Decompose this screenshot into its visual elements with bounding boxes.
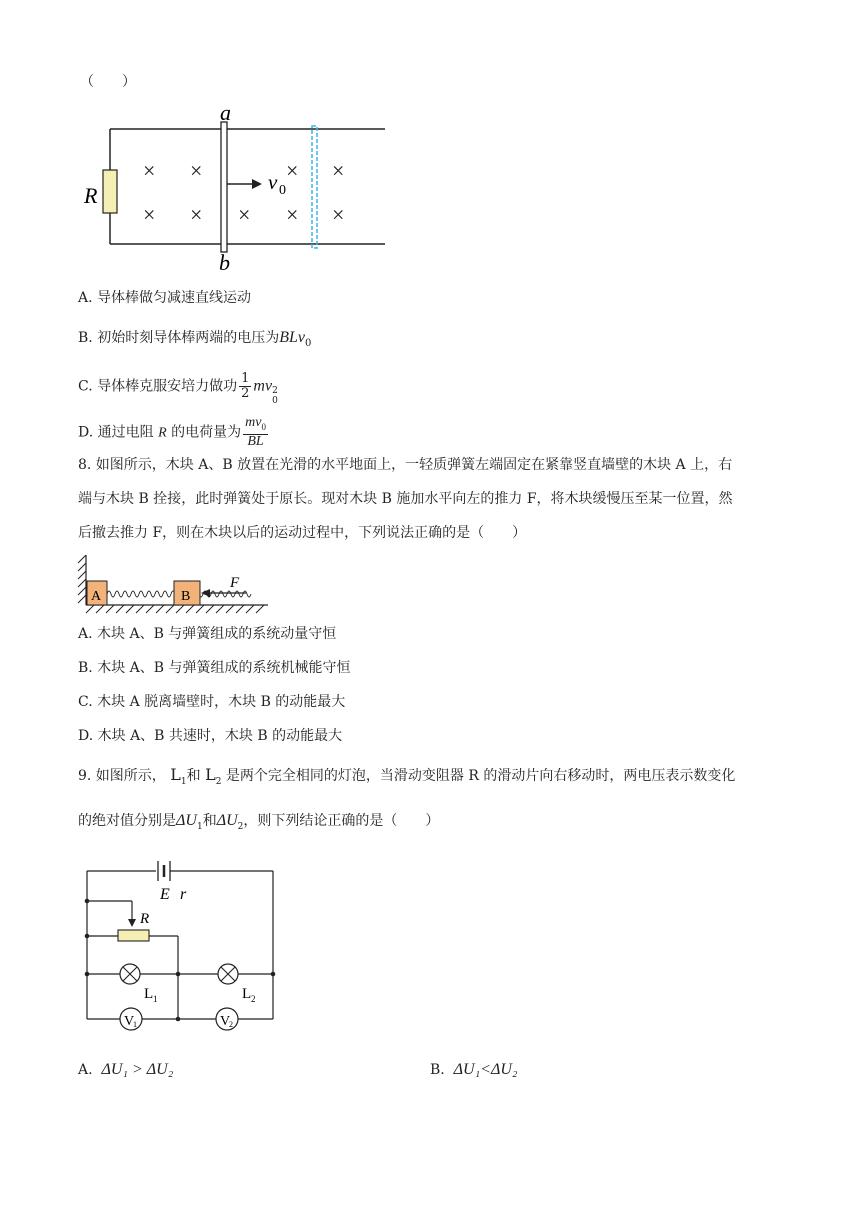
label-v0: v [268, 170, 278, 194]
svg-text:×: × [332, 202, 345, 227]
q9-option-b: B. ΔU₁<ΔU₂ [430, 1061, 518, 1078]
svg-text:×: × [286, 202, 299, 227]
rheostat-r [118, 930, 149, 941]
svg-text:V: V [220, 1014, 231, 1029]
svg-text:×: × [190, 158, 203, 183]
svg-text:1: 1 [133, 1020, 137, 1029]
svg-text:L: L [242, 986, 252, 1002]
magnetic-field-crosses [143, 158, 344, 227]
svg-text:×: × [143, 158, 156, 183]
svg-text:V: V [124, 1014, 135, 1029]
q7-option-a: A. 导体棒做匀减速直线运动 [78, 290, 252, 306]
svg-text:×: × [190, 202, 203, 227]
svg-text:2: 2 [251, 994, 256, 1004]
svg-text:E: E [160, 886, 170, 903]
svg-text:×: × [332, 158, 345, 183]
svg-text:×: × [286, 158, 299, 183]
q7-option-c: C. 导体棒克服安培力做功 $\frac{1}{2}$ mv 2 0 [78, 371, 278, 406]
svg-text:×: × [143, 202, 156, 227]
dashed-final-position [312, 126, 317, 248]
lamp-l2 [218, 964, 238, 984]
q8-option-d: D. 木块 A、B 共速时，木块 B 的动能最大 [78, 728, 343, 744]
svg-text:0: 0 [279, 183, 286, 198]
q8-spring-figure [70, 555, 280, 617]
q8-option-c: C. 木块 A 脱离墙壁时，木块 B 的动能最大 [78, 694, 346, 710]
q7-option-d: D. 通过电阻 R 的电荷量为 $\frac{mv_0}{BL}$ [78, 415, 266, 449]
q9-option-a: A. ΔU₁ > ΔU₂ [78, 1061, 174, 1078]
label-r: R [84, 183, 98, 208]
slider-arrow [128, 919, 136, 927]
label-a: a [220, 100, 231, 125]
q9-stem-line1: 9. 如图所示， $L_1$和 $L_2$ 是两个完全相同的灯泡，当滑动变阻器 R 的滑动片向右移动时，两电压表示数变化 [78, 765, 736, 787]
svg-text:1: 1 [153, 994, 158, 1004]
q7-circuit-figure [80, 100, 400, 275]
q8-option-b: B. 木块 A、B 与弹簧组成的系统机械能守恒 [78, 660, 351, 676]
svg-text:2: 2 [229, 1020, 233, 1029]
question-7-answer-bracket: （ ） [80, 74, 136, 90]
svg-text:F: F [230, 575, 240, 591]
svg-text:A: A [91, 589, 102, 604]
svg-text:B: B [181, 589, 191, 604]
lamp-l1 [120, 964, 140, 984]
label-b: b [219, 250, 230, 275]
conductor-bar [221, 122, 227, 252]
q9-circuit-figure [78, 855, 283, 1035]
svg-text:×: × [238, 202, 251, 227]
svg-text:r: r [180, 886, 187, 903]
resistor-r [103, 170, 117, 213]
svg-text:R: R [140, 911, 150, 927]
svg-text:L: L [144, 986, 154, 1002]
q8-option-a: A. 木块 A、B 与弹簧组成的系统动量守恒 [78, 626, 337, 642]
q9-stem-line2: 的绝对值分别是$\Delta U_1$和$\Delta U_2$，则下列结论正确的是（ ） [78, 812, 440, 832]
q7-option-b: B. 初始时刻导体棒两端的电压为BLv$_0$ [78, 329, 312, 349]
q8-stem: 8. 如图所示，木块 A、B 放置在光滑的水平地面上，一轻质弹簧左端固定在紧靠竖直墙壁的木块 A 上，右 端与木块 B 拴接，此时弹簧处于原长。现对木块 B 施加水平向左的推力 F，将木块缓慢压至某一位置，然 后撤去推力 F，则在木块以后的运动过程中，下列说法正确的是（ ） [78, 457, 733, 541]
